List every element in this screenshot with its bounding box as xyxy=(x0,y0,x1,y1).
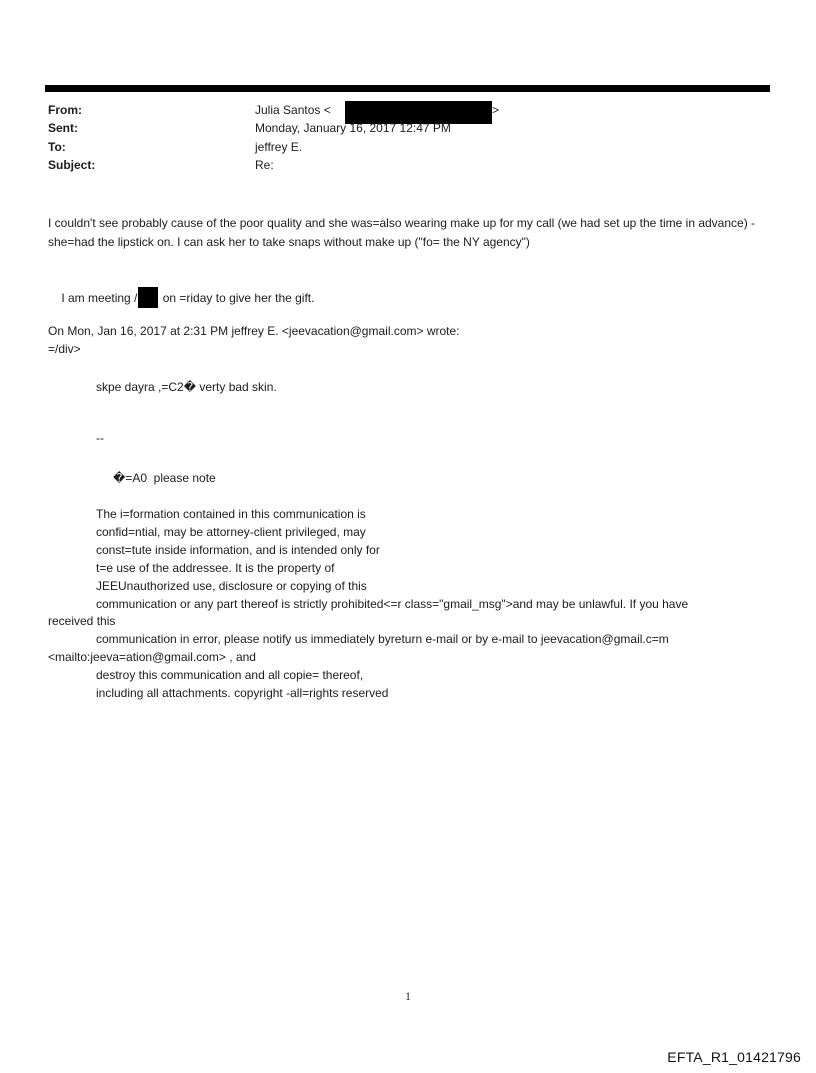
sent-label: Sent: xyxy=(48,121,78,136)
quote-header-block xyxy=(48,322,460,359)
disclaimer-line: t=e use of the addressee. It is the property of xyxy=(96,560,335,575)
meeting-line-after: on =riday to give her the gift. xyxy=(159,290,315,305)
to-label: To: xyxy=(48,139,66,154)
subject-value: Re: xyxy=(255,158,274,173)
from-label: From: xyxy=(48,103,82,117)
meeting-line-before: I am meeting / xyxy=(61,290,138,305)
mime-artifact: =/div> xyxy=(48,342,81,357)
quoted-message-line: skpe dayra ,=C2� verty bad skin. xyxy=(96,380,277,394)
header-row-from xyxy=(48,103,500,121)
quote-attribution: On Mon, Jan 16, 2017 at 2:31 PM jeffrey E. <jeevacation@gmail.com> wrote: xyxy=(48,324,460,338)
redaction-box-name xyxy=(138,287,158,308)
header-row-subject xyxy=(48,158,451,176)
legal-disclaimer xyxy=(48,506,688,703)
header-divider-rule xyxy=(45,85,770,92)
disclaimer-line: The i=formation contained in this communication is xyxy=(96,507,366,521)
disclaimer-line: including all attachments. copyright -all=rights reserved xyxy=(96,686,389,701)
disclaimer-line: communication in error, please notify us immediately byreturn e-mail or by e-mail to jeevacation@gmail.c=m xyxy=(96,632,669,647)
header-row-sent xyxy=(48,121,451,139)
disclaimer-line: JEEUnauthorized use, disclosure or copying of this xyxy=(96,578,367,593)
please-note-line: �=A0 please note xyxy=(113,471,216,485)
disclaimer-line: const=tute inside information, and is intended only for xyxy=(96,542,380,557)
disclaimer-line: <mailto:jeeva=ation@gmail.com> , and xyxy=(48,650,256,665)
disclaimer-line: received this xyxy=(48,614,116,629)
sent-value: Monday, January 16, 2017 12:47 PM xyxy=(255,121,451,136)
body-paragraph: I couldn't see probably cause of the poor quality and she was=also wearing make up for my call (we had set up the time in advance) - she=had the lipstick on. I can ask her to take snaps without make up ("fo= the NY agency") xyxy=(48,216,756,249)
page-number: 1 xyxy=(405,991,411,1003)
signature-separator: -- xyxy=(96,431,104,445)
disclaimer-line: confid=ntial, may be attorney-client privileged, may xyxy=(96,524,366,539)
from-value: Julia Santos < xyxy=(255,103,331,117)
disclaimer-line: destroy this communication and all copie= thereof, xyxy=(96,668,364,683)
disclaimer-line: communication or any part thereof is strictly prohibited<=r class="gmail_msg">and may be unlawful. If you have xyxy=(96,596,689,611)
header-row-to xyxy=(48,140,451,158)
meeting-line xyxy=(48,268,314,326)
email-header-block xyxy=(48,103,500,177)
to-value: jeffrey E. xyxy=(255,139,303,154)
subject-label: Subject: xyxy=(48,158,96,173)
bates-number: EFTA_R1_01421796 xyxy=(667,1049,801,1065)
from-value-suffix: > xyxy=(492,103,500,117)
